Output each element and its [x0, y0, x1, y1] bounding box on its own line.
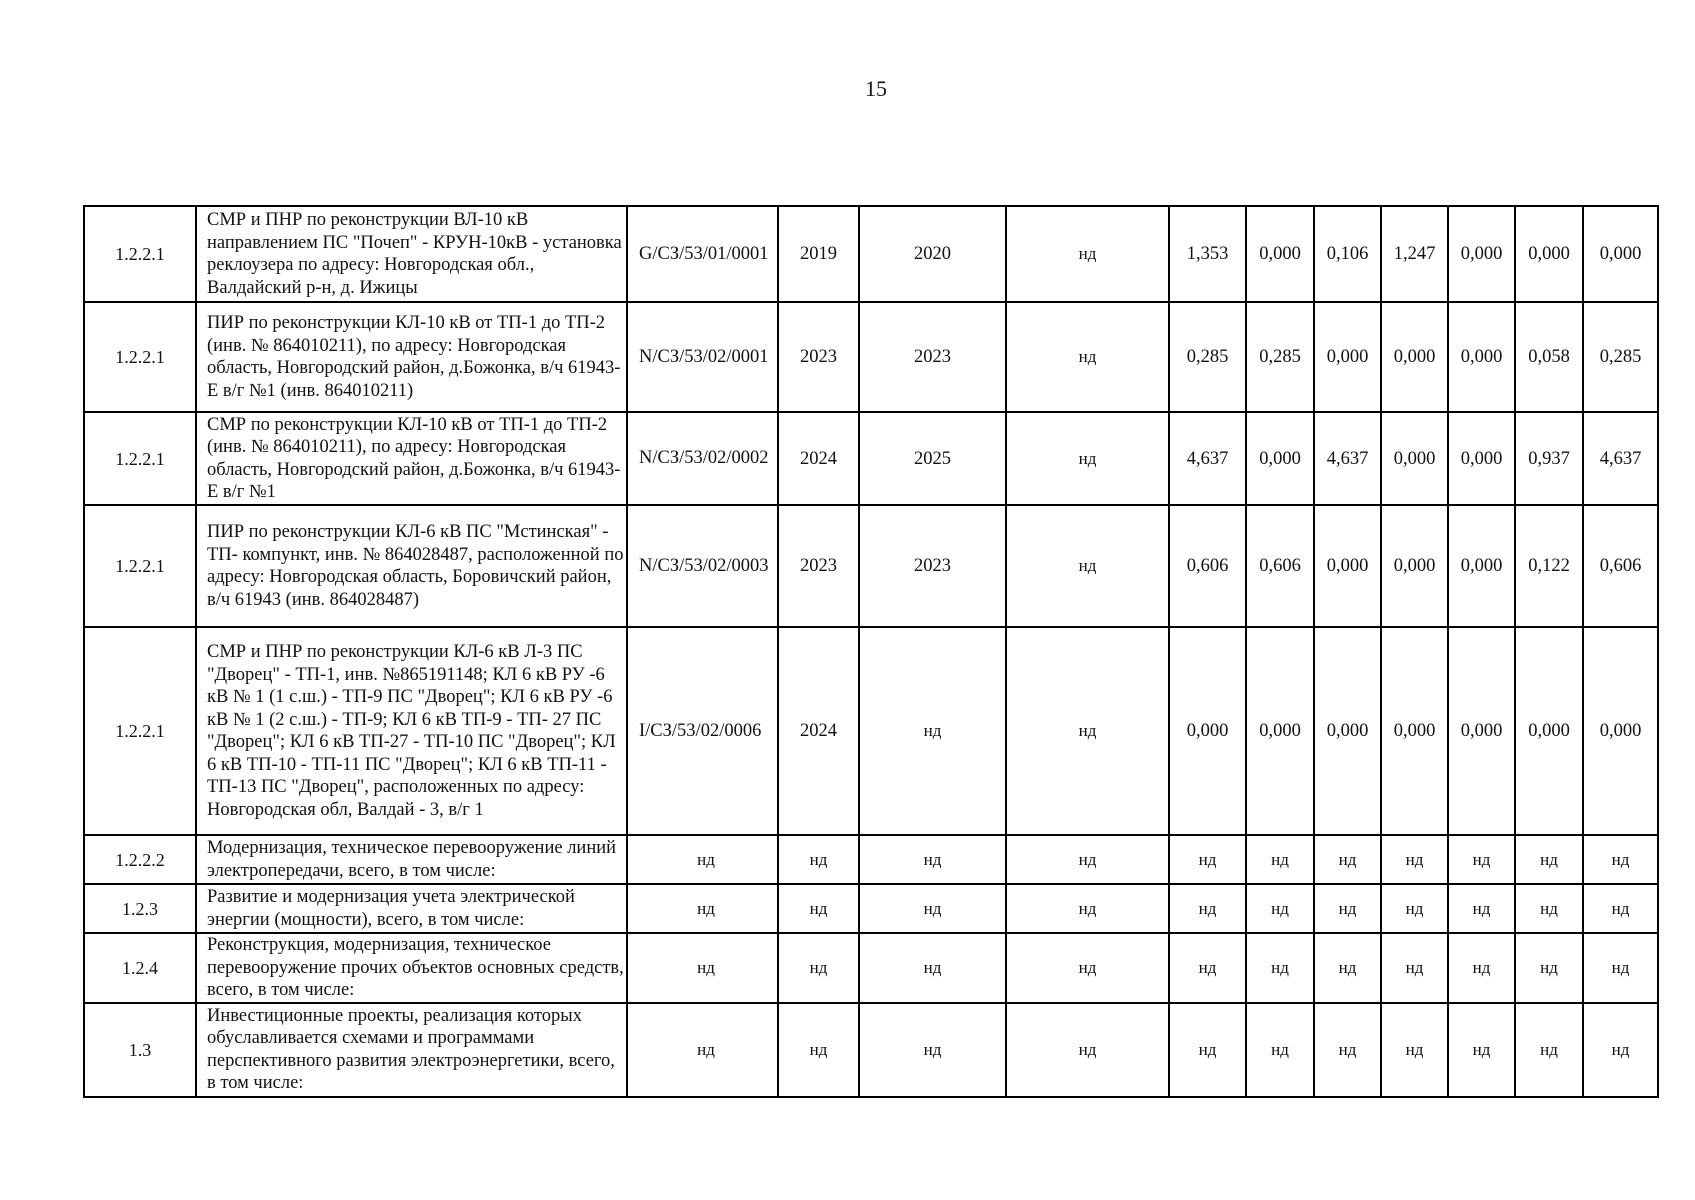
project-name-cell: СМР и ПНР по реконструкции КЛ-6 кВ Л-3 ПС "Дворец" - ТП-1, инв. №865191148; КЛ 6 кВ РУ -6 кВ № 1 (1 с.ш.) - ТП-9 ПС "Дворец"; КЛ 6 кВ РУ -6 кВ № 1 (2 с.ш.) - ТП-9; КЛ 6 кВ ТП-9 - ТП- 27 ПС "Дворец"; КЛ 6 кВ ТП-27 - ТП-10 ПС "Дворец"; КЛ 6 кВ ТП-10 - ТП-11 ПС "Дворец"; КЛ 6 кВ ТП-11 - ТП-13 ПС "Дворец", расположенных по адресу: Новгородская обл, Валдай - 3, в/г 1 [196, 627, 627, 835]
table-row [84, 412, 1658, 505]
start-year-cell: 2024 [778, 627, 859, 835]
project-name-cell: СМР по реконструкции КЛ-10 кВ от ТП-1 до ТП-2 (инв. № 864010211), по адресу: Новгородская область, Новгородский район, д.Божонка, в/ч 61943-Е в/г №1 [196, 412, 627, 505]
value-cell-1: нд [1006, 627, 1169, 835]
table-row [84, 835, 1658, 884]
value-cell-3: 0,000 [1246, 412, 1314, 505]
project-id-cell: нд [627, 933, 778, 1003]
end-year-cell: нд [859, 884, 1006, 933]
value-cell-1: нд [1006, 412, 1169, 505]
value-cell-4: 0,106 [1314, 206, 1381, 302]
value-cell-7: 0,937 [1515, 412, 1583, 505]
value-cell-8: нд [1583, 835, 1658, 884]
value-cell-3: 0,285 [1246, 302, 1314, 412]
value-cell-8: 0,606 [1583, 505, 1658, 627]
end-year-cell: нд [859, 835, 1006, 884]
start-year-cell: 2024 [778, 412, 859, 505]
project-name-cell: ПИР по реконструкции КЛ-10 кВ от ТП-1 до ТП-2 (инв. № 864010211), по адресу: Новгородская область, Новгородский район, д.Божонка, в/ч 61943-Е в/г №1 (инв. 864010211) [196, 302, 627, 412]
row-number-cell: 1.2.3 [84, 884, 196, 933]
value-cell-4: нд [1314, 884, 1381, 933]
project-id-cell: нд [627, 1003, 778, 1097]
value-cell-1: нд [1006, 933, 1169, 1003]
project-id-cell: N/СЗ/53/02/0003 [627, 505, 778, 627]
value-cell-2: нд [1169, 835, 1246, 884]
value-cell-8: нд [1583, 1003, 1658, 1097]
row-number-cell: 1.2.2.1 [84, 302, 196, 412]
value-cell-3: нд [1246, 884, 1314, 933]
start-year-cell: нд [778, 884, 859, 933]
start-year-cell: нд [778, 835, 859, 884]
project-id-cell: G/СЗ/53/01/0001 [627, 206, 778, 302]
table-row [84, 302, 1658, 412]
value-cell-7: 0,000 [1515, 627, 1583, 835]
value-cell-7: нд [1515, 835, 1583, 884]
value-cell-4: нд [1314, 835, 1381, 884]
row-number-cell: 1.2.2.1 [84, 627, 196, 835]
value-cell-5: 0,000 [1381, 505, 1448, 627]
page-number: 15 [865, 76, 887, 101]
value-cell-1: нд [1006, 206, 1169, 302]
value-cell-3: нд [1246, 1003, 1314, 1097]
value-cell-3: нд [1246, 933, 1314, 1003]
start-year-cell: нд [778, 1003, 859, 1097]
value-cell-2: нд [1169, 884, 1246, 933]
project-name-cell: Модернизация, техническое перевооружение линий электропередачи, всего, в том числе: [196, 835, 627, 884]
row-number-cell: 1.2.2.1 [84, 412, 196, 505]
value-cell-4: нд [1314, 933, 1381, 1003]
value-cell-6: нд [1448, 835, 1515, 884]
value-cell-3: 0,000 [1246, 627, 1314, 835]
value-cell-4: 0,000 [1314, 505, 1381, 627]
start-year-cell: 2023 [778, 302, 859, 412]
start-year-cell: 2023 [778, 505, 859, 627]
value-cell-5: нд [1381, 933, 1448, 1003]
value-cell-7: 0,122 [1515, 505, 1583, 627]
row-number-cell: 1.3 [84, 1003, 196, 1097]
project-name-cell: Инвестиционные проекты, реализация которых обуславливается схемами и программами перспективного развития электроэнергетики, всего, в том числе: [196, 1003, 627, 1097]
value-cell-8: нд [1583, 933, 1658, 1003]
table-row [84, 505, 1658, 627]
end-year-cell: 2025 [859, 412, 1006, 505]
row-number-cell: 1.2.2.1 [84, 505, 196, 627]
value-cell-5: нд [1381, 835, 1448, 884]
value-cell-6: 0,000 [1448, 412, 1515, 505]
project-id-cell: нд [627, 884, 778, 933]
table-row [84, 627, 1658, 835]
project-id-cell: нд [627, 835, 778, 884]
table-body [84, 206, 1658, 1097]
value-cell-4: 0,000 [1314, 627, 1381, 835]
end-year-cell: нд [859, 627, 1006, 835]
value-cell-5: нд [1381, 884, 1448, 933]
end-year-cell: 2023 [859, 302, 1006, 412]
value-cell-3: нд [1246, 835, 1314, 884]
project-id-cell: N/СЗ/53/02/0002 [627, 412, 778, 505]
investment-table [83, 205, 1659, 1098]
table-row [84, 206, 1658, 302]
value-cell-6: нд [1448, 1003, 1515, 1097]
value-cell-4: 4,637 [1314, 412, 1381, 505]
value-cell-1: нд [1006, 505, 1169, 627]
value-cell-5: 0,000 [1381, 627, 1448, 835]
value-cell-7: нд [1515, 933, 1583, 1003]
project-name-cell: ПИР по реконструкции КЛ-6 кВ ПС "Мстинская" - ТП- компункт, инв. № 864028487, расположенной по адресу: Новгородская область, Боровичский район, в/ч 61943 (инв. 864028487) [196, 505, 627, 627]
end-year-cell: нд [859, 933, 1006, 1003]
value-cell-3: 0,606 [1246, 505, 1314, 627]
value-cell-4: 0,000 [1314, 302, 1381, 412]
value-cell-2: 0,285 [1169, 302, 1246, 412]
value-cell-4: нд [1314, 1003, 1381, 1097]
value-cell-2: нд [1169, 1003, 1246, 1097]
value-cell-1: нд [1006, 884, 1169, 933]
end-year-cell: 2020 [859, 206, 1006, 302]
value-cell-6: 0,000 [1448, 505, 1515, 627]
value-cell-5: 1,247 [1381, 206, 1448, 302]
value-cell-6: нд [1448, 933, 1515, 1003]
table-row [84, 884, 1658, 933]
end-year-cell: нд [859, 1003, 1006, 1097]
start-year-cell: нд [778, 933, 859, 1003]
value-cell-2: 1,353 [1169, 206, 1246, 302]
value-cell-2: 0,606 [1169, 505, 1246, 627]
value-cell-8: 0,000 [1583, 206, 1658, 302]
row-number-cell: 1.2.2.2 [84, 835, 196, 884]
value-cell-8: 0,285 [1583, 302, 1658, 412]
value-cell-5: 0,000 [1381, 412, 1448, 505]
value-cell-7: 0,000 [1515, 206, 1583, 302]
row-number-cell: 1.2.4 [84, 933, 196, 1003]
value-cell-5: 0,000 [1381, 302, 1448, 412]
project-id-cell: N/СЗ/53/02/0001 [627, 302, 778, 412]
value-cell-1: нд [1006, 1003, 1169, 1097]
value-cell-7: нд [1515, 884, 1583, 933]
value-cell-2: 4,637 [1169, 412, 1246, 505]
value-cell-5: нд [1381, 1003, 1448, 1097]
table-row [84, 933, 1658, 1003]
end-year-cell: 2023 [859, 505, 1006, 627]
table-row [84, 1003, 1658, 1097]
value-cell-6: 0,000 [1448, 206, 1515, 302]
value-cell-6: 0,000 [1448, 627, 1515, 835]
value-cell-1: нд [1006, 835, 1169, 884]
value-cell-8: 0,000 [1583, 627, 1658, 835]
value-cell-7: нд [1515, 1003, 1583, 1097]
value-cell-6: нд [1448, 884, 1515, 933]
project-name-cell: СМР и ПНР по реконструкции ВЛ-10 кВ направлением ПС "Почеп" - КРУН-10кВ - установка реклоузера по адресу: Новгородская обл., Валдайский р-н, д. Ижицы [196, 206, 627, 302]
value-cell-8: 4,637 [1583, 412, 1658, 505]
value-cell-6: 0,000 [1448, 302, 1515, 412]
value-cell-2: 0,000 [1169, 627, 1246, 835]
value-cell-2: нд [1169, 933, 1246, 1003]
row-number-cell: 1.2.2.1 [84, 206, 196, 302]
project-name-cell: Развитие и модернизация учета электрической энергии (мощности), всего, в том числе: [196, 884, 627, 933]
value-cell-8: нд [1583, 884, 1658, 933]
project-name-cell: Реконструкция, модернизация, техническое перевооружение прочих объектов основных средств, всего, в том числе: [196, 933, 627, 1003]
value-cell-7: 0,058 [1515, 302, 1583, 412]
value-cell-1: нд [1006, 302, 1169, 412]
start-year-cell: 2019 [778, 206, 859, 302]
value-cell-3: 0,000 [1246, 206, 1314, 302]
project-id-cell: I/СЗ/53/02/0006 [627, 627, 778, 835]
